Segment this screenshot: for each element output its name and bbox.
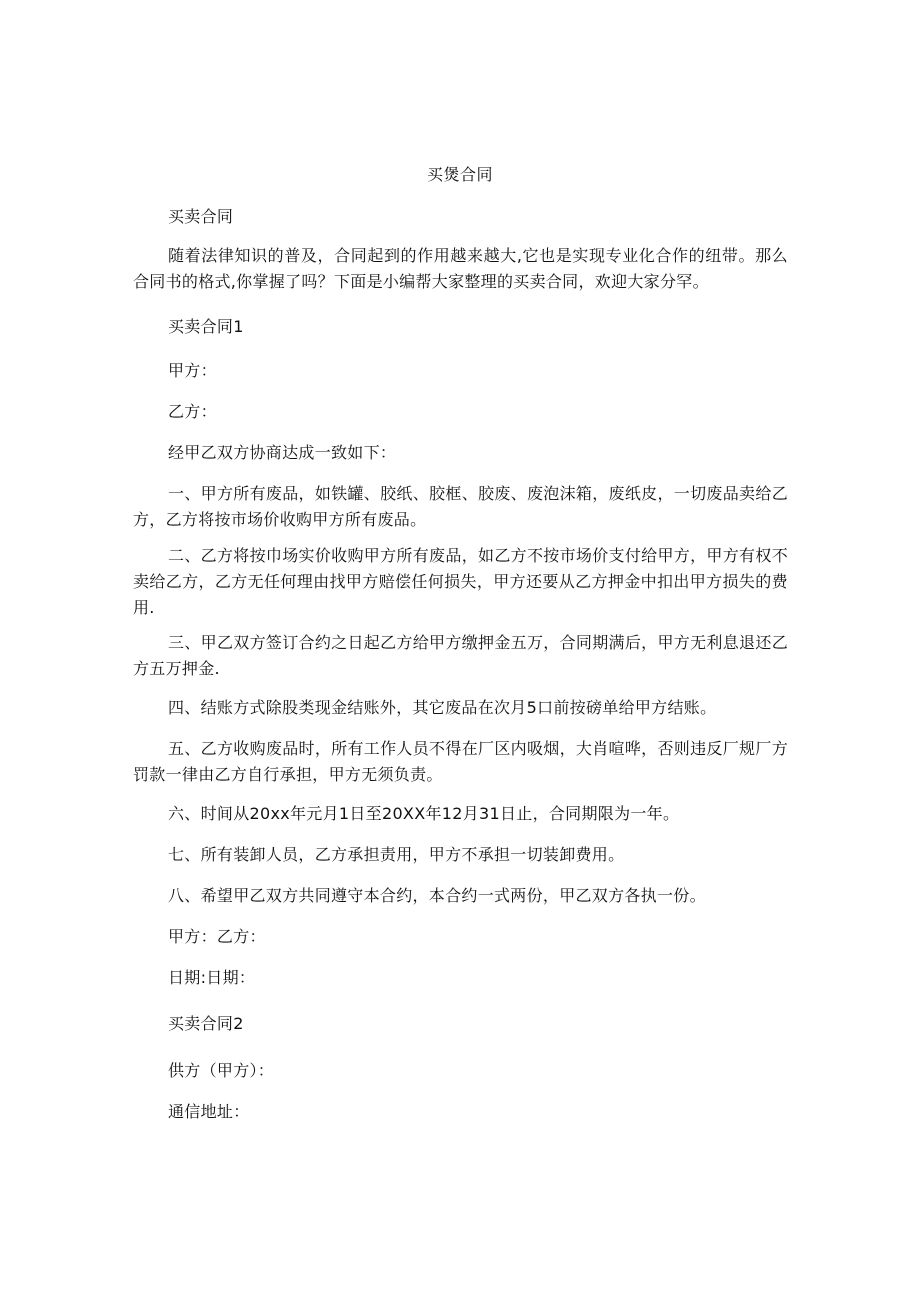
date-line: 日期:日期： xyxy=(168,968,256,987)
address-label: 通信地址： xyxy=(168,1102,250,1121)
clause-2: 二、乙方将按巾场实价收购甲方所有废品，如乙方不按市场价支付给甲方，甲方有权不卖给乙方，乙方无任何理由找甲方赔偿任何损失，甲方还要从乙方押金中扣出甲方损失的费用. xyxy=(133,546,788,617)
party-a-label: 甲方： xyxy=(168,361,217,380)
clause-5: 五、乙方收购废品时，所有工作人员不得在厂区内吸烟，大肖喧哗，否则违反厂规厂方罚款一律由乙方自行承担，甲方无须负责。 xyxy=(133,739,788,784)
document-title: 买煲合同 xyxy=(426,165,493,184)
clause-8: 八、希望甲乙双方共同遵守本合约，本合约一式两份，甲乙双方各执一份。 xyxy=(168,886,706,905)
clause-1: 一、甲方所有废品，如铁罐、胶纸、胶框、胶废、废泡沫箱，废纸皮，一切废品卖给乙方，乙方将按市场价收购甲方所有废品。 xyxy=(133,484,788,529)
supplier-label: 供方（甲方）： xyxy=(168,1061,275,1080)
section-heading: 买卖合同 xyxy=(168,207,234,226)
clause-6: 六、时间从20xx年元月1日至20XX年12月31日止，合同期限为一年。 xyxy=(168,804,680,823)
contract1-heading: 买卖合同1 xyxy=(168,317,244,336)
party-b-label: 乙方： xyxy=(168,402,217,421)
clause-7: 七、所有装卸人员，乙方承担责用，甲方不承担一切装卸费用。 xyxy=(168,845,625,864)
signature-line: 甲方：乙方： xyxy=(168,927,266,946)
intro-paragraph: 随着法律知识的普及，合同起到的作用越来越大,它也是实现专业化合作的纽带。那么合同书的格式,你掌握了吗？下面是小编帮大家整理的买卖合同，欢迎大家分罕。 xyxy=(133,246,788,291)
preamble: 经甲乙双方协商达成一致如下： xyxy=(168,443,397,462)
clause-4: 四、结账方式除股类现金结账外，其它废品在次月5口前按磅单给甲方结账。 xyxy=(168,698,717,717)
contract2-heading: 买卖合同2 xyxy=(168,1014,244,1033)
clause-3: 三、甲乙双方签订合约之日起乙方给甲方缴押金五万，合同期满后，甲方无利息退还乙方五万押金. xyxy=(133,633,788,678)
